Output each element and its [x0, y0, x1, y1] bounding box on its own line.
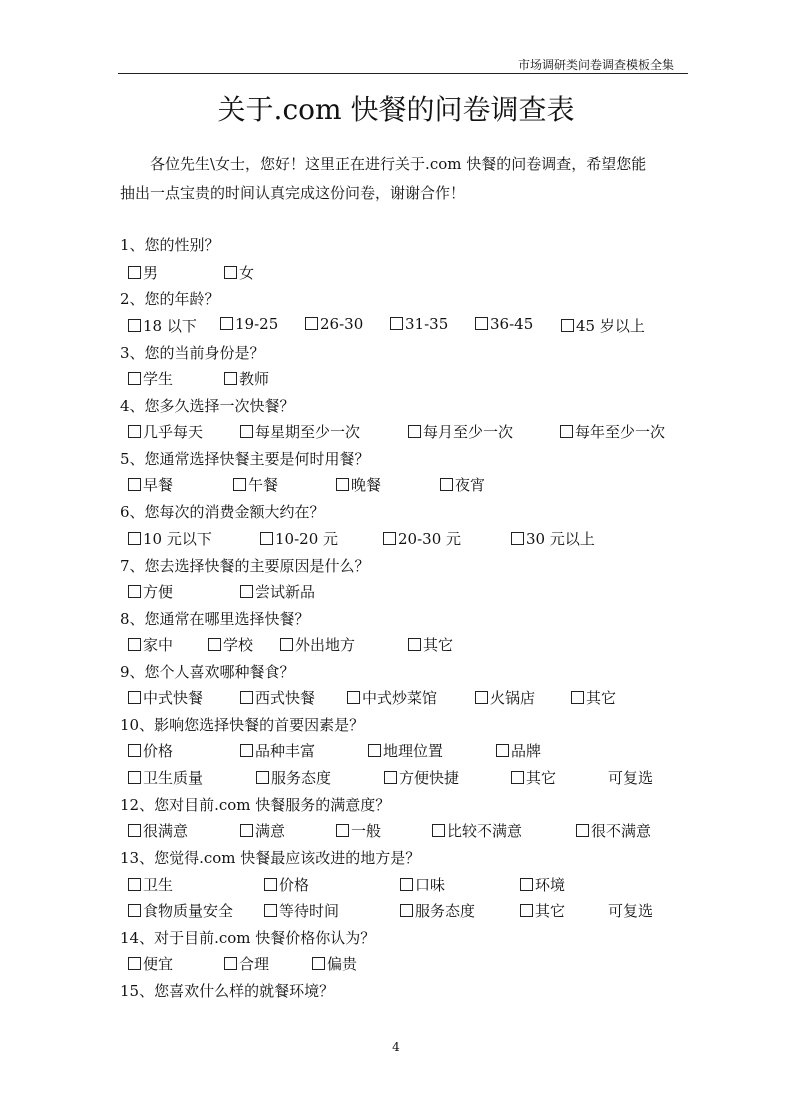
- checkbox-icon[interactable]: [128, 638, 141, 651]
- checkbox-icon[interactable]: [128, 425, 141, 438]
- checkbox-icon[interactable]: [128, 771, 141, 784]
- option-teacher[interactable]: 教师: [224, 368, 269, 389]
- checkbox-icon[interactable]: [511, 532, 524, 545]
- checkbox-icon[interactable]: [224, 372, 237, 385]
- checkbox-icon[interactable]: [208, 638, 221, 651]
- checkbox-icon[interactable]: [520, 878, 533, 891]
- option-spend-2[interactable]: 10-20 元: [260, 528, 338, 549]
- question-9: 9、您个人喜欢哪种餐食？: [120, 663, 295, 681]
- question-15: 15、您喜欢什么样的就餐环境？: [120, 982, 335, 1000]
- option-food-5[interactable]: 其它: [571, 687, 616, 708]
- checkbox-icon[interactable]: [128, 372, 141, 385]
- option-male[interactable]: 男: [128, 262, 158, 283]
- option-price-1[interactable]: 便宜: [128, 953, 173, 974]
- checkbox-icon[interactable]: [576, 824, 589, 837]
- checkbox-icon[interactable]: [383, 532, 396, 545]
- running-header: 市场调研类问卷调查模板全集: [517, 58, 674, 72]
- page-title: 关于.com 快餐的问卷调查表: [217, 93, 575, 126]
- option-satis-4[interactable]: 比较不满意: [432, 820, 522, 841]
- checkbox-icon[interactable]: [224, 266, 237, 279]
- option-factor-8[interactable]: 其它: [511, 767, 556, 788]
- question-12: 12、您对目前.com 快餐服务的满意度？: [120, 796, 391, 814]
- checkbox-icon[interactable]: [440, 478, 453, 491]
- checkbox-icon[interactable]: [233, 478, 246, 491]
- option-meal-2[interactable]: 午餐: [233, 474, 278, 495]
- checkbox-icon[interactable]: [128, 904, 141, 917]
- option-improve-4[interactable]: 环境: [520, 874, 565, 895]
- option-factor-3[interactable]: 地理位置: [368, 740, 443, 761]
- checkbox-icon[interactable]: [240, 824, 253, 837]
- option-meal-1[interactable]: 早餐: [128, 474, 173, 495]
- option-freq-1[interactable]: 几乎每天: [128, 421, 203, 442]
- option-age-5[interactable]: 36-45: [475, 315, 533, 333]
- option-student[interactable]: 学生: [128, 368, 173, 389]
- checkbox-icon[interactable]: [408, 425, 421, 438]
- option-food-1[interactable]: 中式快餐: [128, 687, 203, 708]
- option-freq-3[interactable]: 每月至少一次: [408, 421, 513, 442]
- option-factor-4[interactable]: 品牌: [496, 740, 541, 761]
- checkbox-icon[interactable]: [128, 744, 141, 757]
- question-8: 8、您通常在哪里选择快餐？: [120, 610, 310, 628]
- option-age-2[interactable]: 19-25: [220, 315, 278, 333]
- option-place-2[interactable]: 学校: [208, 634, 253, 655]
- checkbox-icon[interactable]: [432, 824, 445, 837]
- option-age-4[interactable]: 31-35: [390, 315, 448, 333]
- option-improve-2[interactable]: 价格: [264, 874, 309, 895]
- question-1: 1、您的性别？: [120, 236, 220, 254]
- option-meal-3[interactable]: 晚餐: [336, 474, 381, 495]
- checkbox-icon[interactable]: [240, 691, 253, 704]
- checkbox-icon[interactable]: [240, 744, 253, 757]
- checkbox-icon[interactable]: [336, 478, 349, 491]
- option-improve-5[interactable]: 食物质量安全: [128, 900, 233, 921]
- option-place-1[interactable]: 家中: [128, 634, 173, 655]
- checkbox-icon[interactable]: [390, 317, 403, 330]
- page-number: 4: [392, 1040, 400, 1054]
- checkbox-icon[interactable]: [128, 266, 141, 279]
- option-place-4[interactable]: 其它: [408, 634, 453, 655]
- question-6: 6、您每次的消费金额大约在？: [120, 503, 325, 521]
- question-10: 10、影响您选择快餐的首要因素是？: [120, 716, 365, 734]
- checkbox-icon[interactable]: [347, 691, 360, 704]
- checkbox-icon[interactable]: [368, 744, 381, 757]
- question-13: 13、您觉得.com 快餐最应该改进的地方是？: [120, 849, 421, 867]
- question-2: 2、您的年龄？: [120, 290, 220, 308]
- checkbox-icon[interactable]: [475, 317, 488, 330]
- checkbox-icon[interactable]: [408, 638, 421, 651]
- option-improve-3[interactable]: 口味: [400, 874, 445, 895]
- header-rule: [118, 73, 688, 74]
- checkbox-icon[interactable]: [280, 638, 293, 651]
- checkbox-icon[interactable]: [128, 478, 141, 491]
- option-satis-5[interactable]: 很不满意: [576, 820, 651, 841]
- option-female[interactable]: 女: [224, 262, 254, 283]
- option-reason-2[interactable]: 尝试新品: [240, 581, 315, 602]
- option-meal-4[interactable]: 夜宵: [440, 474, 485, 495]
- option-price-3[interactable]: 偏贵: [312, 953, 357, 974]
- checkbox-icon[interactable]: [260, 532, 273, 545]
- checkbox-icon[interactable]: [400, 878, 413, 891]
- checkbox-icon[interactable]: [511, 771, 524, 784]
- option-satis-2[interactable]: 满意: [240, 820, 285, 841]
- checkbox-icon[interactable]: [128, 585, 141, 598]
- checkbox-icon[interactable]: [496, 744, 509, 757]
- option-improve-8[interactable]: 其它: [520, 900, 565, 921]
- checkbox-icon[interactable]: [571, 691, 584, 704]
- option-factor-5[interactable]: 卫生质量: [128, 767, 203, 788]
- checkbox-icon[interactable]: [128, 957, 141, 970]
- option-factor-7[interactable]: 方便快捷: [384, 767, 459, 788]
- checkbox-icon[interactable]: [561, 319, 574, 332]
- checkbox-icon[interactable]: [305, 317, 318, 330]
- option-place-3[interactable]: 外出地方: [280, 634, 355, 655]
- checkbox-icon[interactable]: [128, 532, 141, 545]
- checkbox-icon[interactable]: [312, 957, 325, 970]
- option-age-3[interactable]: 26-30: [305, 315, 363, 333]
- question-7: 7、您去选择快餐的主要原因是什么？: [120, 557, 370, 575]
- option-satis-1[interactable]: 很满意: [128, 820, 188, 841]
- option-price-2[interactable]: 合理: [224, 953, 269, 974]
- checkbox-icon[interactable]: [128, 691, 141, 704]
- multi-select-note: 可复选: [608, 902, 654, 920]
- checkbox-icon[interactable]: [475, 691, 488, 704]
- option-improve-7[interactable]: 服务态度: [400, 900, 475, 921]
- checkbox-icon[interactable]: [224, 957, 237, 970]
- intro-line-1: 各位先生\女士，您好！这里正在进行关于.com 快餐的问卷调查，希望您能: [150, 155, 647, 173]
- option-spend-4[interactable]: 30 元以上: [511, 528, 595, 549]
- question-5: 5、您通常选择快餐主要是何时用餐？: [120, 450, 370, 468]
- option-factor-2[interactable]: 品种丰富: [240, 740, 315, 761]
- checkbox-icon[interactable]: [400, 904, 413, 917]
- checkbox-icon[interactable]: [128, 319, 141, 332]
- checkbox-icon[interactable]: [560, 425, 573, 438]
- multi-select-note: 可复选: [608, 769, 654, 787]
- option-food-4[interactable]: 火锅店: [475, 687, 535, 708]
- checkbox-icon[interactable]: [128, 878, 141, 891]
- option-improve-1[interactable]: 卫生: [128, 874, 173, 895]
- option-freq-2[interactable]: 每星期至少一次: [240, 421, 360, 442]
- checkbox-icon[interactable]: [128, 824, 141, 837]
- checkbox-icon[interactable]: [220, 317, 233, 330]
- option-factor-1[interactable]: 价格: [128, 740, 173, 761]
- option-spend-3[interactable]: 20-30 元: [383, 528, 461, 549]
- option-age-1[interactable]: 18 以下: [128, 315, 197, 336]
- option-spend-1[interactable]: 10 元以下: [128, 528, 212, 549]
- checkbox-icon[interactable]: [264, 878, 277, 891]
- option-food-3[interactable]: 中式炒菜馆: [347, 687, 437, 708]
- question-3: 3、您的当前身份是？: [120, 344, 265, 362]
- option-factor-6[interactable]: 服务态度: [256, 767, 331, 788]
- option-improve-6[interactable]: 等待时间: [264, 900, 339, 921]
- option-food-2[interactable]: 西式快餐: [240, 687, 315, 708]
- checkbox-icon[interactable]: [256, 771, 269, 784]
- intro-line-2: 抽出一点宝贵的时间认真完成这份问卷，谢谢合作！: [120, 184, 466, 202]
- checkbox-icon[interactable]: [264, 904, 277, 917]
- question-14: 14、对于目前.com 快餐价格你认为？: [120, 929, 376, 947]
- intro-paragraph: [120, 150, 680, 208]
- checkbox-icon[interactable]: [384, 771, 397, 784]
- checkbox-icon[interactable]: [520, 904, 533, 917]
- option-age-6[interactable]: 45 岁以上: [561, 315, 645, 336]
- question-4: 4、您多久选择一次快餐？: [120, 397, 295, 415]
- checkbox-icon[interactable]: [240, 585, 253, 598]
- checkbox-icon[interactable]: [336, 824, 349, 837]
- option-satis-3[interactable]: 一般: [336, 820, 381, 841]
- option-freq-4[interactable]: 每年至少一次: [560, 421, 665, 442]
- checkbox-icon[interactable]: [240, 425, 253, 438]
- option-reason-1[interactable]: 方便: [128, 581, 173, 602]
